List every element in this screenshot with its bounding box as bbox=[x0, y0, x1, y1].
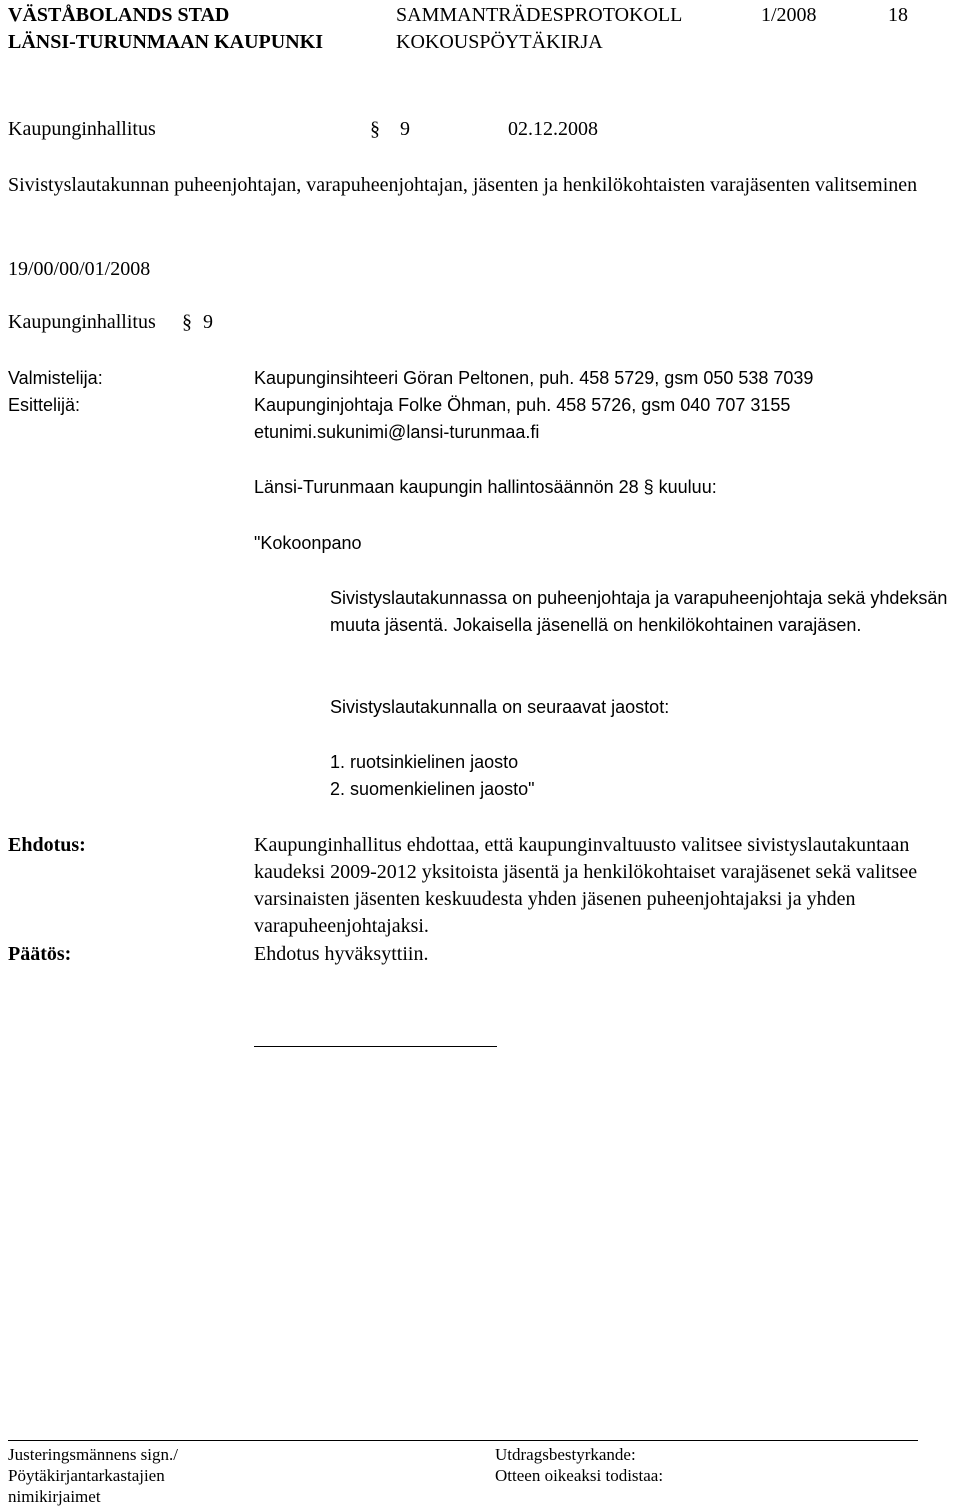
matter-title: Sivistyslautakunnan puheenjohtajan, varapuheenjohtajan, jäsenten ja henkilökohtaisten varajäsenten valitseminen bbox=[8, 174, 918, 196]
proposal-text: Kaupunginhallitus ehdottaa, että kaupunginvaltuusto valitsee sivistyslautakuntaan kaudeksi 2009-2012 yksitoista jäsentä ja henkilökohtaiset varajäsenet sekä valitsee varsinaisten jäsenten keskuudesta yhden jäsenen puheenjohtajaksi ja yhden varapuheenjohtajaksi. bbox=[254, 834, 918, 937]
section-number: 9 bbox=[400, 118, 410, 140]
end-divider bbox=[254, 1046, 497, 1047]
footer-signature-label: nimikirjaimet bbox=[8, 1487, 101, 1506]
preparer-value: Kaupunginsihteeri Göran Peltonen, puh. 458 5729, gsm 050 538 7039 bbox=[254, 368, 814, 388]
matter-reference: 19/00/00/01/2008 bbox=[8, 258, 151, 280]
division-list-item: 2. suomenkielinen jaosto" bbox=[330, 779, 535, 799]
meeting-date: 02.12.2008 bbox=[508, 118, 598, 140]
prior-section-symbol: § bbox=[182, 311, 192, 333]
footer-certification-label: Otteen oikeaksi todistaa: bbox=[495, 1466, 664, 1485]
org-name-sv: VÄSTÅBOLANDS STAD bbox=[8, 4, 230, 26]
quote-heading: "Kokoonpano bbox=[254, 533, 362, 553]
footer-signature-label: Pöytäkirjantarkastajien bbox=[8, 1466, 165, 1485]
quote-paragraph-composition: Sivistyslautakunnassa on puheenjohtaja ja varapuheenjohtaja sekä yhdeksän muuta jäsentä. Jokaisella jäsenellä on henkilökohtainen varajäsen. bbox=[330, 588, 948, 635]
division-list-item: 1. ruotsinkielinen jaosto bbox=[330, 752, 519, 772]
footer-divider bbox=[8, 1440, 918, 1441]
footer-signature-label: Justeringsmännens sign./ bbox=[8, 1445, 178, 1464]
doc-type-sv: SAMMANTRÄDESPROTOKOLL bbox=[396, 4, 683, 26]
section-symbol: § bbox=[370, 118, 380, 140]
decision-text: Ehdotus hyväksyttiin. bbox=[254, 943, 429, 965]
org-name-fi: LÄNSI-TURUNMAAN KAUPUNKI bbox=[8, 31, 323, 53]
rule-intro bbox=[254, 474, 717, 501]
prior-body: Kaupunginhallitus bbox=[8, 311, 156, 333]
presenter-label: Esittelijä: bbox=[8, 395, 81, 415]
presenter-value: Kaupunginjohtaja Folke Öhman, puh. 458 5726, gsm 040 707 3155 bbox=[254, 395, 791, 415]
prior-section-number: 9 bbox=[203, 311, 213, 333]
preparer-label: Valmistelija: bbox=[8, 368, 103, 388]
page-number: 18 bbox=[888, 4, 908, 26]
footer-certification-label: Utdragsbestyrkande: bbox=[495, 1445, 636, 1464]
meeting-body: Kaupunginhallitus bbox=[8, 118, 156, 140]
rule-intro-suffix: kuuluu: bbox=[658, 477, 717, 497]
issue-number: 1/2008 bbox=[761, 4, 817, 26]
decision-label: Päätös: bbox=[8, 943, 72, 965]
rule-intro-text: Länsi-Turunmaan kaupungin hallintosäännön 28 bbox=[254, 477, 639, 497]
quote-paragraph-divisions: Sivistyslautakunnalla on seuraavat jaostot: bbox=[330, 697, 670, 717]
email-address[interactable]: etunimi.sukunimi@lansi-turunmaa.fi bbox=[254, 422, 540, 442]
rule-section-symbol: § bbox=[643, 477, 654, 497]
proposal-label: Ehdotus: bbox=[8, 834, 86, 856]
doc-type-fi: KOKOUSPÖYTÄKIRJA bbox=[396, 31, 603, 53]
